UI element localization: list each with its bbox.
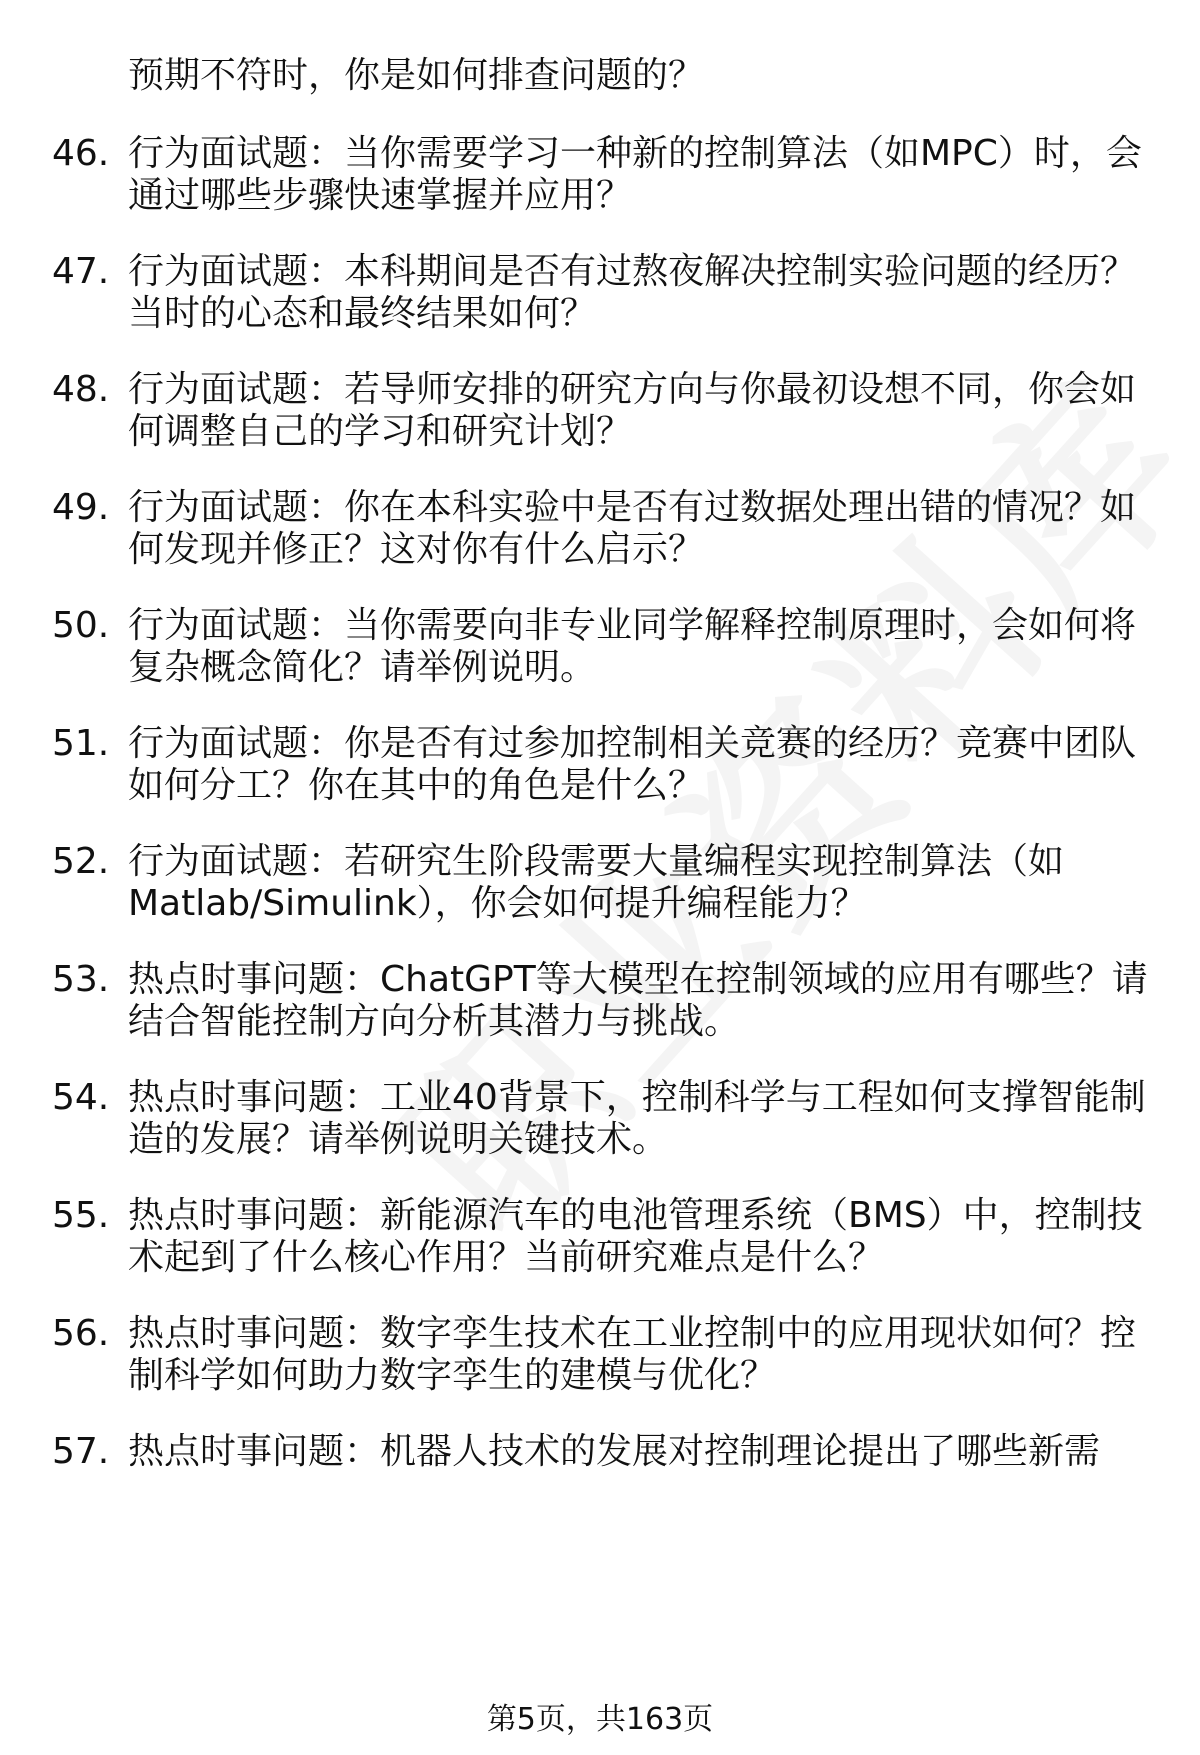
item-number-51: 51. bbox=[52, 723, 110, 764]
item-53-line-1: 热点时事问题：ChatGPT等大模型在控制领域的应用有哪些？请 bbox=[128, 959, 1148, 1000]
item-46-line-2: 通过哪些步骤快速掌握并应用？ bbox=[128, 175, 633, 216]
item-number-52: 52. bbox=[52, 841, 110, 882]
item-55-line-1: 热点时事问题：新能源汽车的电池管理系统（BMS）中，控制技 bbox=[128, 1195, 1143, 1236]
item-49-line-1: 行为面试题：你在本科实验中是否有过数据处理出错的情况？如 bbox=[128, 487, 1137, 528]
item-48-line-2: 何调整自己的学习和研究计划？ bbox=[128, 411, 633, 452]
item-57-line-1: 热点时事问题：机器人技术的发展对控制理论提出了哪些新需 bbox=[128, 1431, 1101, 1472]
item-number-55: 55. bbox=[52, 1195, 110, 1236]
item-number-54: 54. bbox=[52, 1077, 110, 1118]
item-55-line-2: 术起到了什么核心作用？当前研究难点是什么？ bbox=[128, 1237, 885, 1278]
item-number-50: 50. bbox=[52, 605, 110, 646]
item-47-line-1: 行为面试题：本科期间是否有过熬夜解决控制实验问题的经历？ bbox=[128, 251, 1137, 292]
item-52-line-2: Matlab/Simulink），你会如何提升编程能力？ bbox=[128, 883, 867, 924]
item-46-line-1: 行为面试题：当你需要学习一种新的控制算法（如MPC）时，会 bbox=[128, 133, 1142, 174]
item-54-line-1: 热点时事问题：工业40背景下，控制科学与工程如何支撑智能制 bbox=[128, 1077, 1146, 1118]
item-number-49: 49. bbox=[52, 487, 110, 528]
item-49-line-2: 何发现并修正？这对你有什么启示？ bbox=[128, 529, 705, 570]
item-number-46: 46. bbox=[52, 133, 110, 174]
item-51-line-2: 如何分工？你在其中的角色是什么？ bbox=[128, 765, 705, 806]
item-number-47: 47. bbox=[52, 251, 110, 292]
item-54-line-2: 造的发展？请举例说明关键技术。 bbox=[128, 1119, 669, 1160]
intro-line: 预期不符时，你是如何排查问题的？ bbox=[128, 55, 705, 96]
item-48-line-1: 行为面试题：若导师安排的研究方向与你最初设想不同，你会如 bbox=[128, 369, 1137, 410]
item-47-line-2: 当时的心态和最终结果如何？ bbox=[128, 293, 597, 334]
item-56-line-1: 热点时事问题：数字孪生技术在工业控制中的应用现状如何？控 bbox=[128, 1313, 1137, 1354]
item-number-56: 56. bbox=[52, 1313, 110, 1354]
item-53-line-2: 结合智能控制方向分析其潜力与挑战。 bbox=[128, 1001, 741, 1042]
item-number-48: 48. bbox=[52, 369, 110, 410]
item-52-line-1: 行为面试题：若研究生阶段需要大量编程实现控制算法（如 bbox=[128, 841, 1065, 882]
item-number-57: 57. bbox=[52, 1431, 110, 1472]
item-50-line-2: 复杂概念简化？请举例说明。 bbox=[128, 647, 597, 688]
item-56-line-2: 制科学如何助力数字孪生的建模与优化？ bbox=[128, 1355, 777, 1396]
item-51-line-1: 行为面试题：你是否有过参加控制相关竞赛的经历？竞赛中团队 bbox=[128, 723, 1137, 764]
page-footer: 第5页，共163页 bbox=[486, 1702, 714, 1737]
item-50-line-1: 行为面试题：当你需要向非专业同学解释控制原理时，会如何将 bbox=[128, 605, 1137, 646]
item-number-53: 53. bbox=[52, 959, 110, 1000]
